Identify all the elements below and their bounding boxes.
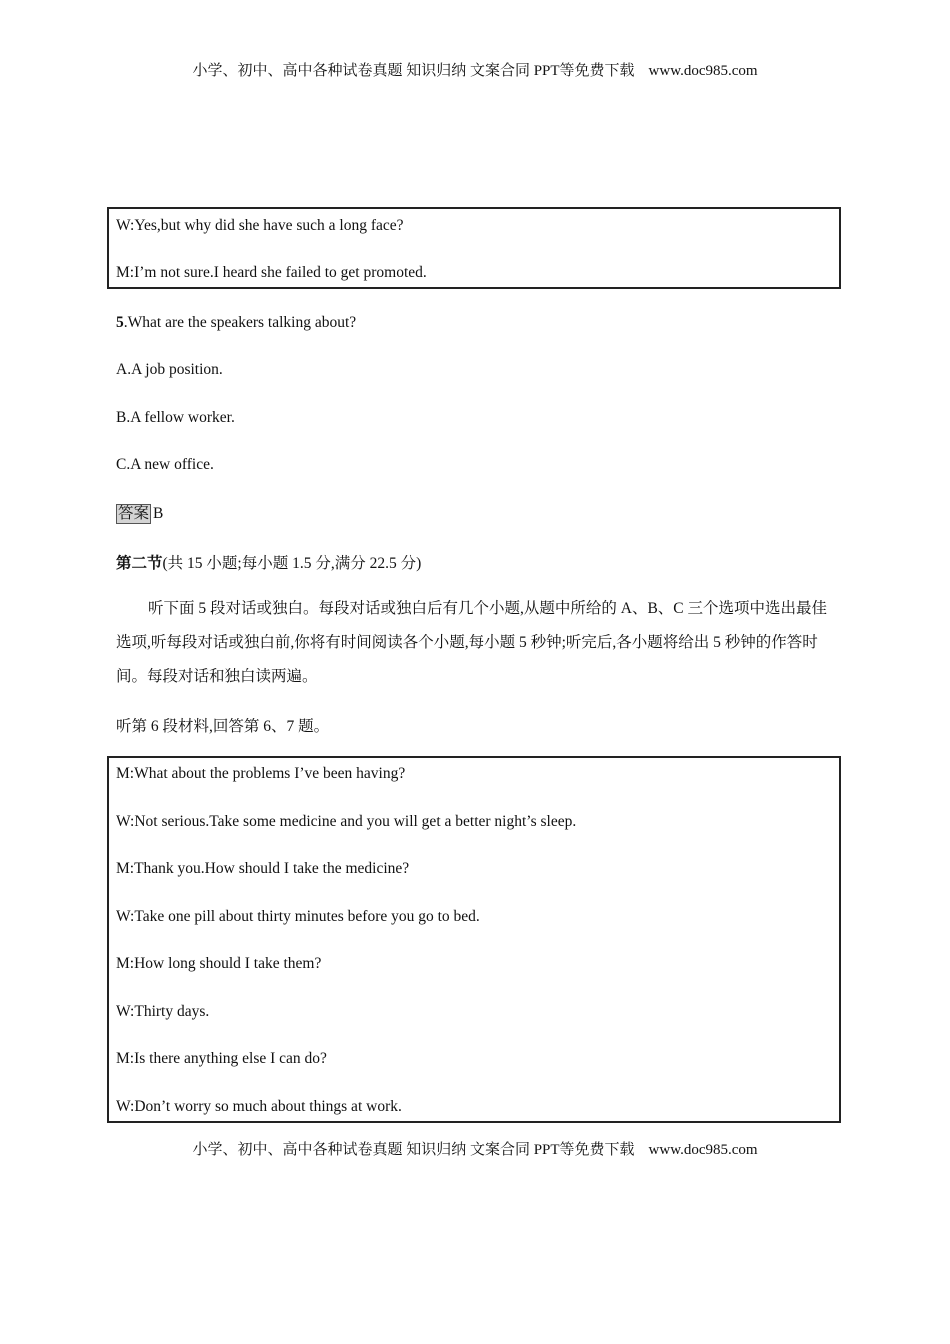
footer-url[interactable]: www.doc985.com	[648, 1142, 758, 1158]
footer-text: 小学、初中、高中各种试卷真题 知识归纳 文案合同 PPT等免费下载	[192, 1142, 635, 1158]
answer-value: B	[153, 505, 164, 522]
dialog-line: W:Yes,but why did she have such a long face?	[116, 217, 404, 234]
question-5-stem	[116, 314, 356, 332]
question-number: 5	[116, 314, 124, 331]
option-a: A.A job position.	[116, 361, 223, 378]
dialog-box-1	[107, 207, 841, 289]
dialog-line: W:Don’t worry so much about things at work.	[116, 1098, 402, 1115]
dialog-line: M:Is there anything else I can do?	[116, 1050, 327, 1067]
header-url[interactable]: www.doc985.com	[648, 63, 758, 79]
question-text: .What are the speakers talking about?	[123, 314, 357, 331]
dialog-line: M:What about the problems I’ve been having?	[116, 765, 406, 782]
dialog-line: M:How long should I take them?	[116, 955, 322, 972]
section-subtitle: (共 15 小题;每小题 1.5 分,满分 22.5 分)	[162, 555, 422, 572]
answer-row	[116, 504, 163, 524]
section-title	[116, 551, 421, 573]
answer-label: 答案	[118, 505, 150, 522]
dialog-line: M:I’m not sure.I heard she failed to get promoted.	[116, 264, 427, 281]
page-header	[0, 59, 950, 80]
dialog-line: M:Thank you.How should I take the medicine?	[116, 860, 410, 877]
dialog-line: W:Not serious.Take some medicine and you will get a better night’s sleep.	[116, 813, 577, 830]
option-b: B.A fellow worker.	[116, 409, 235, 426]
material-intro: 听第 6 段材料,回答第 6、7 题。	[116, 718, 330, 735]
section-heading: 第二节	[116, 555, 163, 572]
page-footer	[0, 1138, 950, 1159]
dialog-line: W:Take one pill about thirty minutes before you go to bed.	[116, 908, 480, 925]
instructions-paragraph: 听下面 5 段对话或独白。每段对话或独白后有几个小题,从题中所给的 A、B、C 三个选项中选出最佳选项,听每段对话或独白前,你将有时间阅读各个小题,每小题 5 秒钟;听完后,各小题将给出 5 秒钟的作答时间。每段对话和独白读两遍。	[116, 600, 827, 685]
dialog-box-2	[107, 756, 841, 1123]
dialog-line: W:Thirty days.	[116, 1003, 210, 1020]
header-text: 小学、初中、高中各种试卷真题 知识归纳 文案合同 PPT等免费下载	[192, 63, 635, 79]
option-c: C.A new office.	[116, 456, 214, 473]
